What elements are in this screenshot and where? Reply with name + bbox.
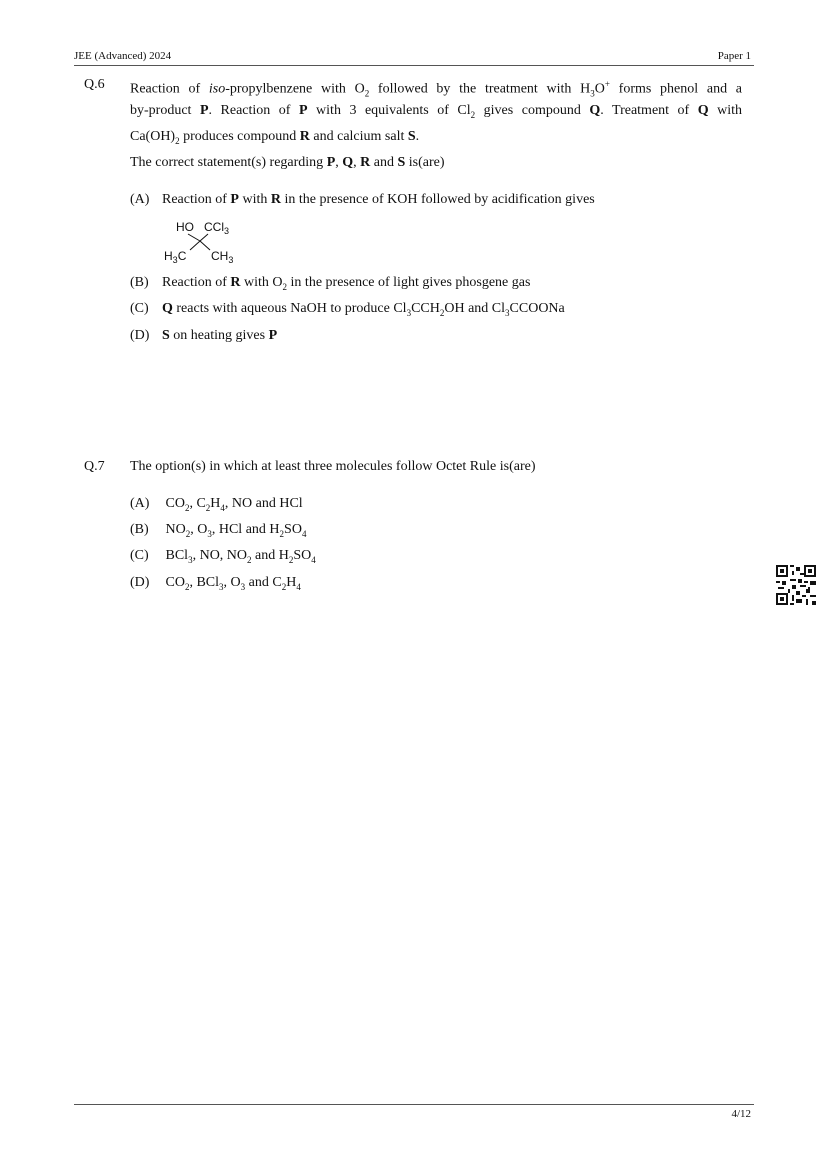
q7-option-a[interactable]: (A) $CO_2$, $C_2H_4$, NO and HCl (130, 496, 303, 513)
q6-option-d[interactable]: (D) S on heating gives P (130, 328, 278, 343)
q6-stem-line-4: The correct statement(s) regarding P, Q, R and S is(are) (130, 155, 445, 170)
option-label: (C) (130, 301, 149, 316)
option-label: (C) (130, 548, 149, 563)
q7-option-b[interactable]: (B) $NO_2$, $O_3$, HCl and $H_2SO_4$ (130, 522, 307, 539)
q7-number: Q.7 (84, 459, 105, 474)
bond-h3c (190, 241, 200, 250)
footer-rule (74, 1104, 754, 1105)
bond-ho (188, 234, 200, 241)
option-label: (D) (130, 575, 150, 590)
q6-option-a[interactable]: (A) Reaction of P with R in the presence of KOH followed by acidification gives (130, 192, 595, 207)
structure-ch3: $CH_3$ (211, 249, 234, 264)
option-label: (A) (130, 192, 150, 207)
q6-option-b[interactable]: (B) Reaction of R with $O_2$ in the presence of light gives phosgene gas (130, 275, 531, 292)
header-exam-title: JEE (Advanced) 2024 (74, 50, 172, 62)
header-paper-label: Paper 1 (717, 50, 751, 62)
option-label: (D) (130, 328, 150, 343)
option-label: (B) (130, 275, 149, 290)
bond-ch3 (200, 241, 210, 250)
q6-number: Q.6 (84, 77, 105, 92)
q6-stem-line-3: $Ca(OH)_2$ produces compound R and calcium salt S. (130, 129, 420, 146)
structure-ccl3: CCl$_3$ (204, 220, 230, 236)
structure-h3c: $H_3C$ (164, 249, 187, 264)
bond-ccl3 (200, 234, 208, 241)
structure-ho: HO (176, 220, 194, 234)
q7-stem: The option(s) in which at least three molecules follow Octet Rule is(are) (130, 459, 536, 474)
q6-option-a-structure (162, 218, 242, 264)
q6-option-c[interactable]: (C) Q reacts with aqueous NaOH to produce $Cl_3CCH_2OH$ and $Cl_3CCOONa$ (130, 301, 565, 318)
qr-code-icon (776, 565, 816, 605)
q6-stem-line-1: Reaction of iso-propylbenzene with $O_2$ followed by the treatment with $H_3O^+$ forms phenol and a (130, 79, 743, 99)
header-rule (74, 65, 754, 66)
option-label: (A) (130, 496, 150, 511)
option-label: (B) (130, 522, 149, 537)
q6-stem-line-2: by-product P. Reaction of P with 3 equivalents of $Cl_2$ gives compound Q. Treatment of Q with (130, 103, 743, 120)
q7-option-d[interactable]: (D) $CO_2$, BCl$_3$, $O_3$ and $C_2H_4$ (130, 575, 301, 592)
q7-option-c[interactable]: (C) BCl$_3$, NO, $NO_2$ and $H_2SO_4$ (130, 548, 316, 565)
page-number: 4/12 (731, 1108, 751, 1120)
